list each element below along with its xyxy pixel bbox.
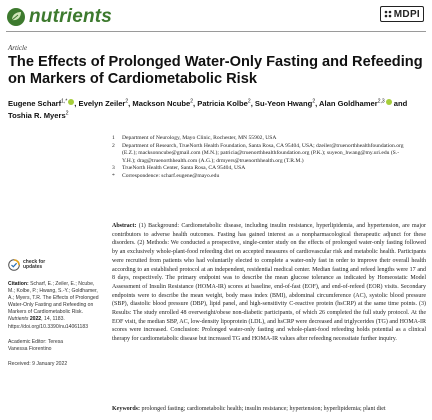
author-affiliation-mark: 2	[247, 98, 251, 104]
check-for-updates-icon	[8, 259, 20, 271]
affiliation-item	[112, 143, 412, 166]
editor-name: Vanessa Fiorentino	[8, 345, 52, 352]
affiliation-text: Department of Research, TrueNorth Health Foundation, Santa Rosa, CA 95404, USA; dzeiler@truenorthhealthfoundation.org (E.Z.); macksonncube@gmail.com (M.N.); patricia@truenorthhealthfoundation.org (P.K.); suyeon_hwang@my.uri.edu (S.-Y.H.); drag@truenorthhealth.com (A.G.); drmyers@truenorthhealth.org (T.R.M.)	[122, 142, 404, 164]
journal-leaf-logo-icon	[6, 7, 26, 27]
author-affiliation-mark: 2	[190, 98, 194, 104]
citation-year: 2022	[29, 316, 42, 323]
affiliation-item	[112, 173, 412, 181]
author-affiliation-mark: 2	[125, 98, 129, 104]
author-separator: ,	[315, 98, 320, 108]
affiliation-text: TrueNorth Health Center, Santa Rosa, CA 95404, USA	[122, 165, 246, 172]
check-for-updates-line2: updates	[23, 264, 43, 270]
keywords-label: Keywords:	[112, 406, 140, 412]
author-separator: ,	[128, 98, 133, 108]
header-divider	[6, 31, 426, 32]
citation-label: Citation:	[8, 281, 29, 287]
affiliation-number: 1	[112, 135, 115, 141]
author-separator: ,	[74, 98, 79, 108]
affiliation-number: 2	[112, 142, 115, 149]
author-name: Su-Yeon Hwang	[254, 98, 313, 108]
affiliation-number: 3	[112, 165, 115, 172]
orcid-icon[interactable]	[386, 99, 392, 105]
check-for-updates-label	[23, 260, 45, 271]
citation-block	[8, 281, 100, 331]
editor-label: Academic Editor: Teresa	[8, 338, 64, 345]
author-separator: ,	[193, 98, 198, 108]
author-name: Eugene Scharf	[8, 98, 62, 108]
affiliation-item	[112, 135, 412, 143]
academic-editor	[8, 339, 100, 353]
check-for-updates-line1: check for	[23, 258, 46, 265]
author-affiliation-mark: 2,3	[377, 98, 385, 104]
author-separator: ,	[250, 98, 255, 108]
citation-doi[interactable]: , 14, 1183. https://doi.org/10.3390/nu14061183	[8, 316, 89, 330]
keywords	[112, 405, 426, 413]
author[interactable]	[197, 99, 255, 108]
author-affiliation-mark: 2	[65, 110, 69, 117]
citation-journal: Nutrients	[8, 316, 29, 323]
author-list	[8, 96, 426, 121]
publisher-badge	[380, 6, 424, 22]
publisher-name: MDPI	[393, 8, 420, 20]
author[interactable]	[79, 99, 133, 108]
received-date: Received: 9 January 2022	[8, 360, 68, 367]
author-name: Mackson Ncube	[132, 98, 191, 108]
check-for-updates-button[interactable]	[8, 259, 45, 271]
citation-text: Scharf, E.; Zeiler, E.; Ncube, M.; Kolbe, P.; Hwang, S.-Y.; Goldhamer, A.; Myers, T.R. The Effects of Prolonged Water-Only Fasting and Refeeding on Markers of Cardiometabolic Risk.	[8, 281, 99, 316]
affiliation-text: Correspondence: scharf.eugene@mayo.edu	[122, 172, 220, 179]
author-affiliation-mark: 1,*	[61, 98, 68, 104]
author-name: and Toshia R. Myers	[8, 98, 408, 121]
author-name: Alan Goldhamer	[319, 98, 378, 108]
journal-name: nutrients	[29, 6, 113, 27]
abstract-text: (1) Background: Cardiometabolic disease, including insulin resistance, hyperlipidemia, and hypertension, are major contributors to adverse health outcomes. Fasting has gained interest as a nonpharmacological therapeutic adjunct for these disorders. (2) Methods: We conducted a prospective, single-center study on the effects of prolonged water-only fasting followed by an exclusively whole-plant-food refeeding diet on accepted measures of cardiovascular risk and metabolic health. Participants were recruited from patients who had voluntarily elected to complete a water-only fast in order to improve their overall health according to an established protocol at an independent, residential medical center. Median fasting and refeed lengths were 17 and 8 days, respectively. The primary endpoint was to describe the mean glucose tolerance as indicated by Homeostatic Model Assessment of Insulin Resistance (HOMA-IR) scores at baseline, end-of-fast (EOF), and end-of-refeed (EOR) visits. Secondary endpoints were to describe the mean weight, body mass index (BMI), abdominal circumference (AC), systolic blood pressure (SBP), diastolic blood pressure (DBP), lipid panel, and high-sensitivity C-reactive protein (hsCRP) at the same time points. (3) Results: The study enrolled 48 overweight/obese non-diabetic participants, of which 26 completed the full study protocol. At the EOF visit, the median SBP, AC, low-density lipoprotein (LDL), and hsCRP were decreased and triglycerides (TG) and HOMA-IR scores were increased. Conclusion: Prolonged water-only fasting and whole-plant-food refeeding holds potential as a clinical therapy for cardiometabolic disease but increased TG and HOMA-IR values after refeeding necessitate further inquiry.	[112, 223, 426, 343]
author[interactable]	[319, 99, 394, 108]
article-sidebar	[8, 281, 100, 368]
author[interactable]	[255, 99, 319, 108]
author-affiliation-mark: 2	[312, 98, 316, 104]
article-type-label: Article	[8, 44, 28, 52]
abstract-label: Abstract:	[112, 223, 137, 229]
affiliation-item	[112, 165, 412, 173]
journal-brand[interactable]	[6, 6, 112, 28]
author-name: Patricia Kolbe	[197, 98, 248, 108]
abstract	[112, 222, 426, 344]
keywords-text: prolonged fasting; cardiometabolic health; insulin resistance; hypertension; hyperlipidemia; plant diet	[141, 406, 386, 412]
affiliation-number: *	[112, 172, 115, 179]
author-name: Evelyn Zeiler	[78, 98, 126, 108]
mdpi-logo-icon	[384, 10, 392, 18]
affiliation-text: Department of Neurology, Mayo Clinic, Rochester, MN 55902, USA	[122, 135, 277, 141]
publisher-logo[interactable]	[380, 6, 424, 22]
affiliations-list	[112, 135, 412, 181]
author[interactable]	[132, 99, 197, 108]
author[interactable]	[8, 99, 79, 108]
article-title: The Effects of Prolonged Water-Only Fasting and Refeeding on Markers of Cardiometabolic Risk	[8, 54, 423, 87]
